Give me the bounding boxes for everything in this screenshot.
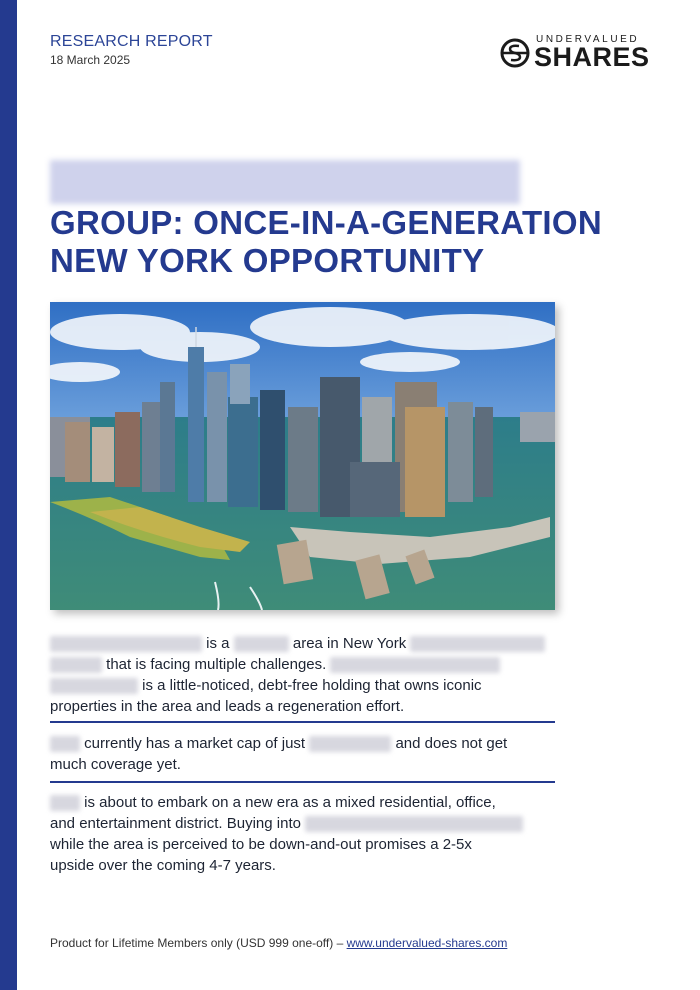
divider — [50, 721, 555, 723]
p1-facing: that is facing multiple challenges. — [106, 656, 327, 673]
paragraph-1 — [50, 633, 555, 717]
p1-area: area in New York — [292, 635, 407, 652]
redacted-text — [309, 736, 391, 752]
report-title — [50, 204, 670, 280]
doc-type-label: RESEARCH REPORT — [50, 33, 213, 50]
p2-coverage-2: much coverage yet. — [50, 756, 181, 773]
p3-line-3: while the area is perceived to be down-and-out promises a 2-5x — [50, 836, 472, 853]
redacted-text — [50, 636, 202, 652]
redacted-text — [410, 636, 545, 652]
logo-mark-icon — [500, 37, 530, 69]
footer — [50, 936, 507, 950]
redacted-text — [50, 795, 80, 811]
redacted-text — [50, 678, 138, 694]
p3-line-2: and entertainment district. Buying into — [50, 815, 301, 832]
p2-coverage: and does not get — [395, 735, 508, 752]
redacted-company-name — [50, 160, 520, 204]
title-line-2: NEW YORK OPPORTUNITY — [50, 242, 485, 279]
paragraph-2 — [50, 733, 555, 775]
website-link[interactable]: www.undervalued-shares.com — [346, 936, 508, 950]
redacted-text — [50, 736, 80, 752]
logo-text-top: UNDERVALUED — [536, 34, 640, 45]
redacted-text — [50, 657, 102, 673]
redacted-text — [330, 657, 500, 673]
paragraph-3 — [50, 792, 555, 876]
new-york-skyline-photo — [50, 302, 555, 610]
redacted-text — [234, 636, 289, 652]
footer-text: Product for Lifetime Members only (USD 999 one-off) – — [50, 936, 344, 950]
skyline-illustration — [50, 302, 555, 610]
p1-properties: properties in the area and leads a regeneration effort. — [50, 698, 405, 715]
p3-line-4: upside over the coming 4-7 years. — [50, 857, 276, 874]
left-accent-bar — [0, 0, 17, 990]
divider — [50, 781, 555, 783]
p1-holding: is a little-noticed, debt-free holding that owns iconic — [142, 677, 482, 694]
redacted-text — [305, 816, 523, 832]
report-date: 18 March 2025 — [50, 53, 131, 67]
undervalued-shares-logo — [500, 34, 652, 72]
p1-is-a: is a — [206, 635, 230, 652]
logo-text-bottom: SHARES — [534, 42, 650, 72]
p2-market-cap: currently has a market cap of just — [84, 735, 306, 752]
p3-line-1: is about to embark on a new era as a mixed residential, office, — [84, 794, 496, 811]
title-line-1: GROUP: ONCE-IN-A-GENERATION — [50, 204, 602, 241]
